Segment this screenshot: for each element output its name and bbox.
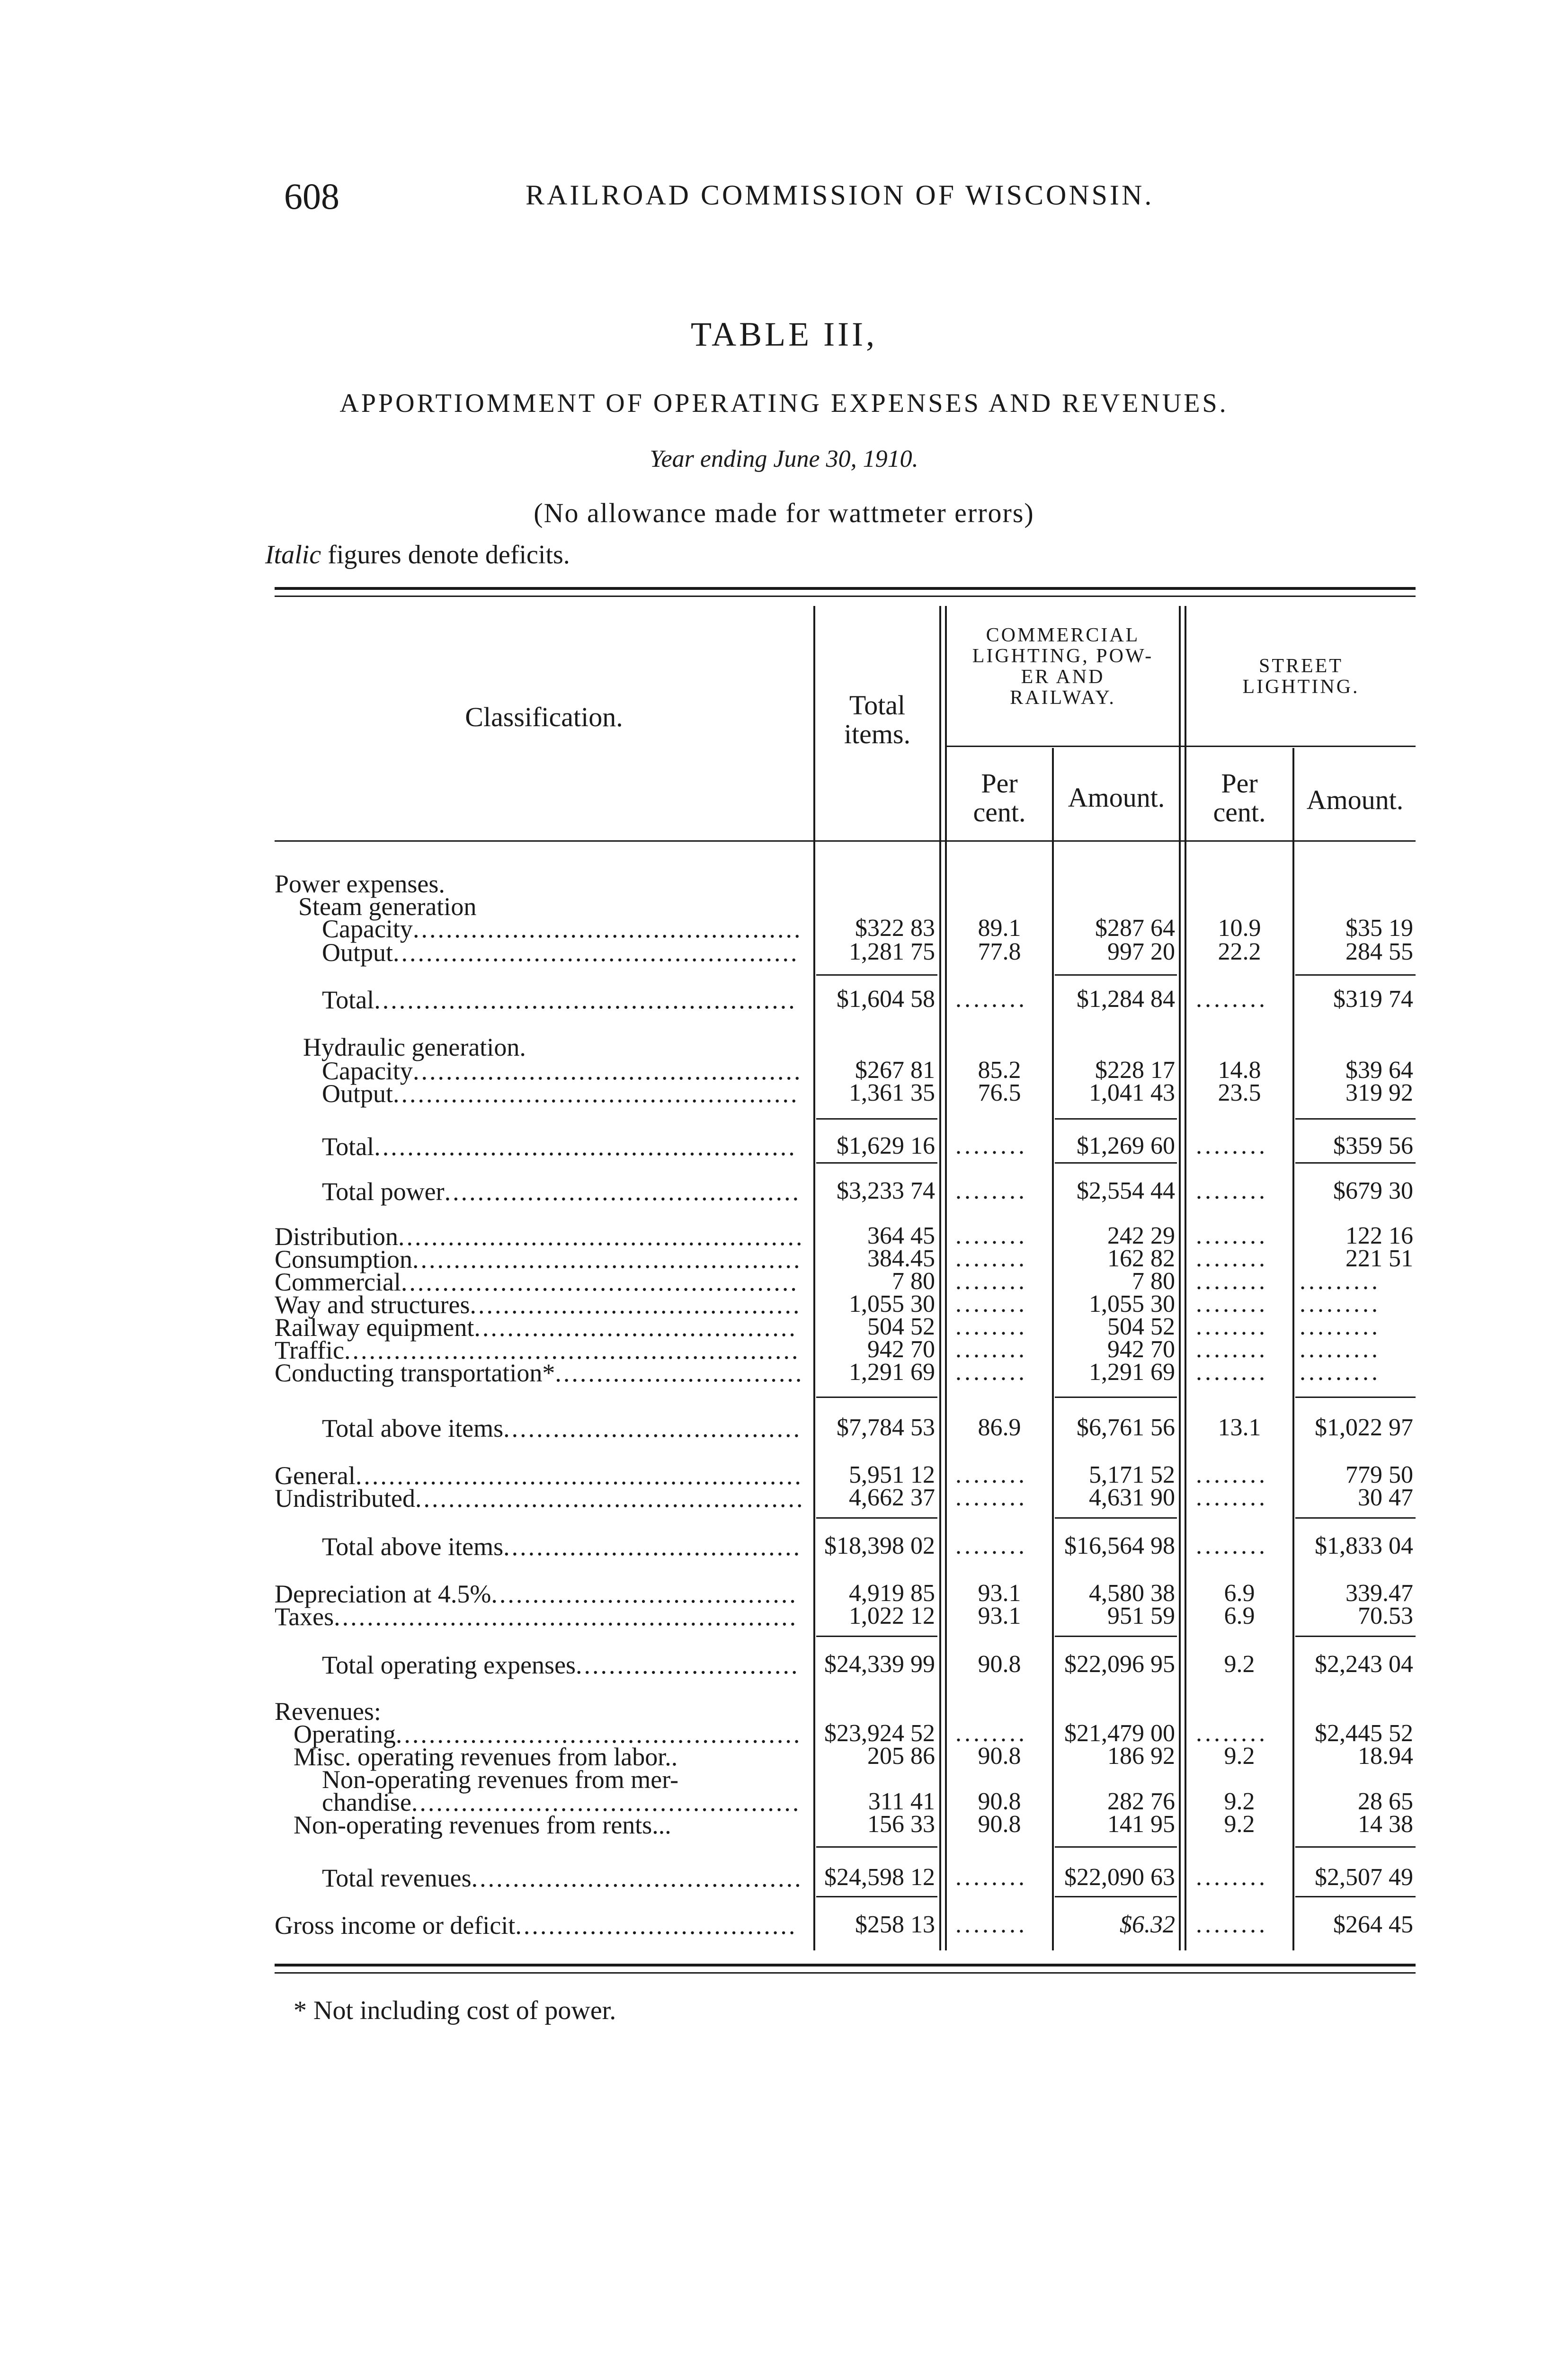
commercial-percent-dots: ........ [955, 1313, 1027, 1340]
cpct-line1: Per [981, 768, 1018, 799]
commercial-amount-cell: $1,269 60 [1077, 1132, 1175, 1159]
row-label [322, 1134, 797, 1159]
street-amount-cell: 14 38 [1358, 1811, 1413, 1838]
spct-line1: Per [1221, 768, 1258, 799]
street-amount-cell: 339.47 [1345, 1580, 1413, 1607]
street-percent-cell: 6.9 [1224, 1602, 1255, 1629]
bottom-rule-1 [275, 1964, 1416, 1967]
row-label [322, 1534, 802, 1559]
street-percent-cell: 9.2 [1224, 1743, 1255, 1770]
total-cell: $7,784 53 [837, 1414, 935, 1441]
row-label-text: Total power [322, 1177, 445, 1206]
subtotal-rule-samt [1295, 1118, 1416, 1120]
street-amount-cell: $2,507 49 [1315, 1864, 1413, 1891]
commercial-percent-header [947, 769, 1052, 827]
row-label-text: Total revenues [322, 1864, 472, 1892]
total-cell: 942 70 [867, 1336, 935, 1363]
row-label [303, 1034, 526, 1060]
row-label-text: Conducting transportation* [275, 1359, 555, 1387]
commercial-amount-cell: 997 20 [1107, 938, 1175, 965]
subtotal-rule-samt [1295, 1636, 1416, 1637]
street-percent-dots: ........ [1196, 1245, 1268, 1272]
commercial-amount-cell: 282 76 [1107, 1788, 1175, 1815]
top-rule-1 [275, 587, 1416, 590]
leader-dots: ........................................... [444, 1177, 801, 1206]
street-percent-dots: ........ [1196, 1461, 1268, 1488]
street-percent-cell: 10.9 [1218, 915, 1261, 942]
footnote: * Not including cost of power. [294, 1996, 616, 2025]
row-label-text: Commercial [275, 1268, 401, 1296]
commercial-amount-cell: $6.32 [1120, 1911, 1175, 1938]
row-label-text: Undistributed [275, 1484, 415, 1513]
row-label [322, 1865, 803, 1891]
bottom-rule-2 [275, 1972, 1416, 1974]
commercial-amount-cell: 4,580 38 [1089, 1580, 1175, 1607]
commercial-line1: COMMERCIAL [986, 624, 1140, 646]
row-label-text: Output [322, 1079, 393, 1108]
subtotal-rule-camt [1055, 1517, 1177, 1519]
total-cell: 1,361 35 [849, 1079, 935, 1106]
subtotal-rule-total [816, 1397, 937, 1398]
street-percent-dots: ........ [1196, 1336, 1268, 1363]
header-bottom-rule [275, 840, 1416, 842]
street-line1: STREET [1259, 655, 1343, 677]
table-title: TABLE III, [690, 315, 878, 353]
street-percent-dots: ........ [1196, 1484, 1268, 1511]
year-line: Year ending June 30, 1910. [650, 445, 918, 472]
street-percent-dots: ........ [1196, 986, 1268, 1013]
street-percent-dots: ........ [1196, 1132, 1268, 1159]
commercial-percent-dots: ........ [955, 1461, 1027, 1488]
commercial-line4: RAILWAY. [1010, 687, 1116, 709]
street-amount-header: Amount. [1306, 784, 1404, 815]
row-label-text: Consumption [275, 1245, 413, 1273]
row-label [322, 1081, 799, 1106]
classification-header: Classification. [465, 702, 623, 732]
subtotal-rule-camt [1055, 1118, 1177, 1120]
table-subtitle: APPORTIOMMENT OF OPERATING EXPENSES AND REVENUES. [339, 389, 1229, 418]
leader-dots: ............................................... [411, 1788, 801, 1816]
commercial-amount-cell: 1,291 69 [1089, 1359, 1175, 1386]
street-percent-cell: 13.1 [1218, 1414, 1261, 1441]
leader-dots: ................................................. [393, 938, 799, 967]
street-amount-cell: 779 50 [1345, 1461, 1413, 1488]
page-header [284, 175, 1420, 222]
street-amount-cell: 30 47 [1358, 1484, 1413, 1511]
italic-word: Italic [265, 540, 321, 570]
commercial-amount-cell: 4,631 90 [1089, 1484, 1175, 1511]
total-cell: 156 33 [867, 1811, 935, 1838]
row-label [322, 940, 799, 965]
street-percent-header [1186, 769, 1292, 827]
commercial-amount-cell: 242 29 [1107, 1222, 1175, 1249]
subtotal-rule-samt [1295, 1896, 1416, 1897]
total-cell: $24,598 12 [824, 1864, 935, 1891]
col-divider-3 [1052, 748, 1054, 1950]
row-label-text: Misc. operating revenues from labor.. [294, 1743, 678, 1771]
street-percent-dots: ........ [1196, 1720, 1268, 1747]
note-rest: figures denote deficits. [321, 540, 570, 570]
leader-dots: ....................................................... [344, 1336, 800, 1364]
street-amount-dots: ......... [1300, 1313, 1381, 1340]
commercial-percent-dots: ........ [955, 1177, 1027, 1204]
commercial-amount-cell: 5,171 52 [1089, 1461, 1175, 1488]
commercial-percent-cell: 77.8 [978, 938, 1021, 965]
commercial-amount-cell: 1,041 43 [1089, 1079, 1175, 1106]
subtotal-rule-total [816, 1162, 937, 1164]
row-label-text: Taxes [275, 1602, 334, 1631]
subtotal-rule-samt [1295, 974, 1416, 976]
total-cell: 4,662 37 [849, 1484, 935, 1511]
street-percent-cell: 14.8 [1218, 1057, 1261, 1084]
leader-dots: ..................................... [491, 1580, 798, 1608]
allowance-note: (No allowance made for wattmeter errors) [534, 498, 1034, 528]
col-divider-4a [1179, 606, 1181, 1950]
row-label-text: chandise [322, 1788, 411, 1816]
street-percent-dots: ........ [1196, 1313, 1268, 1340]
subtotal-rule-camt [1055, 974, 1177, 976]
row-label-text: Non-operating revenues from mer- [322, 1765, 679, 1794]
subtotal-rule-total [816, 974, 937, 976]
leader-dots: .................................... [503, 1414, 802, 1442]
commercial-percent-cell: 89.1 [978, 915, 1021, 942]
commercial-percent-cell: 93.1 [978, 1602, 1021, 1629]
street-percent-cell: 9.2 [1224, 1788, 1255, 1815]
subtotal-rule-samt [1295, 1846, 1416, 1848]
row-label [294, 1812, 671, 1838]
commercial-percent-cell: 85.2 [978, 1057, 1021, 1084]
street-percent-dots: ........ [1196, 1532, 1268, 1559]
subtotal-rule-total [816, 1636, 937, 1637]
total-cell: $258 13 [855, 1911, 935, 1938]
row-label [275, 1486, 804, 1511]
street-percent-dots: ........ [1196, 1268, 1268, 1295]
row-label-text: Capacity [322, 1057, 413, 1085]
commercial-amount-cell: 141 95 [1107, 1811, 1175, 1838]
row-label-text: Total [322, 1132, 374, 1161]
street-amount-cell: 70.53 [1358, 1602, 1413, 1629]
leader-dots: ........................................................ [334, 1602, 798, 1631]
total-cell: $24,339 99 [824, 1651, 935, 1678]
row-label [322, 987, 797, 1013]
commercial-percent-dots: ........ [955, 1222, 1027, 1249]
street-amount-cell: $319 74 [1333, 986, 1413, 1013]
total-cell: 205 86 [867, 1743, 935, 1770]
street-amount-cell: 221 51 [1345, 1245, 1413, 1272]
street-percent-dots: ........ [1196, 1359, 1268, 1386]
commercial-percent-cell: 90.8 [978, 1651, 1021, 1678]
cpct-line2: cent. [973, 796, 1026, 828]
row-label-text: Gross income or deficit [275, 1911, 516, 1940]
col-divider-5 [1292, 748, 1294, 1950]
street-amount-cell: $1,833 04 [1315, 1532, 1413, 1559]
street-line2: LIGHTING. [1242, 676, 1360, 698]
row-label-text: Railway equipment [275, 1313, 474, 1342]
subtotal-rule-total [816, 1896, 937, 1897]
leader-dots: ................................................. [393, 1079, 799, 1108]
col-divider-1 [813, 606, 815, 1950]
row-label-text: Total [322, 986, 374, 1014]
street-amount-dots: ......... [1300, 1268, 1381, 1295]
street-amount-dots: ......... [1300, 1290, 1381, 1317]
street-percent-dots: ........ [1196, 1177, 1268, 1204]
commercial-amount-cell: $22,090 63 [1064, 1864, 1175, 1891]
commercial-percent-cell: 90.8 [978, 1743, 1021, 1770]
row-label [275, 1360, 803, 1386]
total-header-line2: items. [844, 718, 911, 749]
commercial-line3: ER AND [1021, 666, 1105, 688]
row-label-text: Revenues: [275, 1697, 381, 1726]
row-label-text: Traffic [275, 1336, 344, 1364]
row-label-text: General [275, 1461, 356, 1490]
subtotal-rule-camt [1055, 1397, 1177, 1398]
street-percent-cell: 9.2 [1224, 1811, 1255, 1838]
street-percent-dots: ........ [1196, 1222, 1268, 1249]
total-cell: 311 41 [868, 1788, 935, 1815]
commercial-amount-cell: $228 17 [1095, 1057, 1175, 1084]
total-items-header [815, 691, 939, 749]
commercial-amount-header: Amount. [1068, 782, 1165, 813]
subtotal-rule-camt [1055, 1896, 1177, 1897]
street-amount-cell: $2,243 04 [1315, 1651, 1413, 1678]
commercial-amount-cell: $287 64 [1095, 915, 1175, 942]
total-cell: 364 45 [867, 1222, 935, 1249]
leader-dots: ............................................... [412, 1057, 802, 1085]
commercial-amount-cell: 504 52 [1107, 1313, 1175, 1340]
row-label-text: Output [322, 938, 393, 967]
total-cell: 7 80 [892, 1268, 935, 1295]
spct-line2: cent. [1213, 796, 1266, 828]
street-header [1186, 656, 1416, 697]
commercial-amount-cell: 186 92 [1107, 1743, 1175, 1770]
subtotal-rule-samt [1295, 1517, 1416, 1519]
row-label-text: Total operating expenses [322, 1651, 576, 1679]
row-label-text: Operating [294, 1720, 396, 1748]
leader-dots: ............................................... [412, 915, 802, 943]
commercial-amount-cell: $6,761 56 [1077, 1414, 1175, 1441]
row-label-text: Non-operating revenues from rents... [294, 1811, 671, 1839]
street-amount-cell: $39 64 [1345, 1057, 1413, 1084]
page-number: 608 [284, 176, 339, 217]
subtotal-rule-camt [1055, 1162, 1177, 1164]
row-label-text: Hydraulic generation. [303, 1033, 526, 1061]
street-amount-cell: 319 92 [1345, 1079, 1413, 1106]
leader-dots: ................................................. [398, 1222, 804, 1251]
total-cell: $1,629 16 [837, 1132, 935, 1159]
total-cell: $322 83 [855, 915, 935, 942]
street-percent-dots: ........ [1196, 1911, 1268, 1938]
row-label [275, 1913, 797, 1938]
row-label [322, 1415, 802, 1441]
commercial-percent-cell: 90.8 [978, 1788, 1021, 1815]
subtotal-rule-camt [1055, 1846, 1177, 1848]
running-head: RAILROAD COMMISSION OF WISCONSIN. [526, 179, 1154, 211]
street-amount-cell: $264 45 [1333, 1911, 1413, 1938]
commercial-amount-cell: 951 59 [1107, 1602, 1175, 1629]
leader-dots: ........................................ [471, 1864, 803, 1892]
leader-dots: ................................................... [374, 986, 797, 1014]
italic-note [265, 540, 570, 570]
commercial-amount-cell: $22,096 95 [1064, 1651, 1175, 1678]
street-amount-dots: ......... [1300, 1359, 1381, 1386]
row-label-text: Distribution [275, 1222, 399, 1251]
group-header-rule [947, 746, 1416, 747]
row-label [322, 1179, 801, 1204]
commercial-percent-cell: 90.8 [978, 1811, 1021, 1838]
total-cell: 1,281 75 [849, 938, 935, 965]
commercial-percent-dots: ........ [955, 1532, 1027, 1559]
total-cell: $18,398 02 [824, 1532, 935, 1559]
leader-dots: ............................................... [415, 1484, 805, 1513]
commercial-amount-cell: 942 70 [1107, 1336, 1175, 1363]
street-amount-cell: 28 65 [1358, 1788, 1413, 1815]
row-label-text: Total above items [322, 1532, 504, 1561]
commercial-line2: LIGHTING, POW- [972, 645, 1154, 667]
leader-dots: .............................. [555, 1359, 804, 1387]
street-amount-cell: $679 30 [1333, 1177, 1413, 1204]
commercial-amount-cell: $2,554 44 [1077, 1177, 1175, 1204]
commercial-percent-dots: ........ [955, 1336, 1027, 1363]
row-label-text: Steam generation [298, 892, 477, 921]
total-cell: 1,291 69 [849, 1359, 935, 1386]
street-amount-cell: $35 19 [1345, 915, 1413, 942]
leader-dots: .................................... [503, 1532, 802, 1561]
leader-dots: ................................................. [395, 1720, 802, 1748]
commercial-percent-dots: ........ [955, 1290, 1027, 1317]
commercial-amount-cell: $1,284 84 [1077, 986, 1175, 1013]
commercial-amount-cell: 162 82 [1107, 1245, 1175, 1272]
total-cell: $267 81 [855, 1057, 935, 1084]
commercial-amount-cell: 1,055 30 [1089, 1290, 1175, 1317]
leader-dots: ....................................... [474, 1313, 797, 1342]
total-cell: 4,919 85 [849, 1580, 935, 1607]
commercial-amount-cell: $16,564 98 [1064, 1532, 1175, 1559]
commercial-header [947, 625, 1179, 708]
street-amount-cell: $359 56 [1333, 1132, 1413, 1159]
row-label [322, 1652, 800, 1678]
row-label-text: Way and structures [275, 1290, 470, 1319]
commercial-percent-dots: ........ [955, 1484, 1027, 1511]
commercial-amount-cell: 7 80 [1132, 1268, 1175, 1295]
subtotal-rule-samt [1295, 1162, 1416, 1164]
leader-dots: ........................... [576, 1651, 800, 1679]
leader-dots: ...................................................... [355, 1461, 803, 1490]
col-divider-2a [939, 606, 941, 1950]
subtotal-rule-camt [1055, 1636, 1177, 1637]
total-cell: 1,055 30 [849, 1290, 935, 1317]
total-cell: $3,233 74 [837, 1177, 935, 1204]
leader-dots: ............................................... [412, 1245, 802, 1273]
total-cell: 384.45 [867, 1245, 935, 1272]
subtotal-rule-samt [1295, 1397, 1416, 1398]
top-rule-2 [275, 596, 1416, 597]
row-label [322, 916, 802, 942]
commercial-percent-dots: ........ [955, 1245, 1027, 1272]
subtotal-rule-total [816, 1846, 937, 1848]
total-cell: 504 52 [867, 1313, 935, 1340]
street-percent-cell: 6.9 [1224, 1580, 1255, 1607]
commercial-amount-cell: $21,479 00 [1064, 1720, 1175, 1747]
leader-dots: ................................................... [374, 1132, 797, 1161]
street-percent-cell: 23.5 [1218, 1079, 1261, 1106]
row-label [275, 1604, 798, 1629]
row-label-text: Capacity [322, 915, 413, 943]
commercial-percent-dots: ........ [955, 1268, 1027, 1295]
subtotal-rule-total [816, 1118, 937, 1120]
leader-dots: ........................................ [470, 1290, 802, 1319]
street-amount-dots: ......... [1300, 1336, 1381, 1363]
street-percent-dots: ........ [1196, 1290, 1268, 1317]
commercial-percent-dots: ........ [955, 1720, 1027, 1747]
street-amount-cell: 122 16 [1345, 1222, 1413, 1249]
total-cell: $23,924 52 [824, 1720, 935, 1747]
commercial-percent-dots: ........ [955, 1911, 1027, 1938]
street-amount-cell: 18.94 [1358, 1743, 1413, 1770]
street-percent-dots: ........ [1196, 1864, 1268, 1891]
subtotal-rule-total [816, 1517, 937, 1519]
row-label-text: Power expenses. [275, 870, 445, 898]
street-amount-cell: $2,445 52 [1315, 1720, 1413, 1747]
commercial-percent-cell: 93.1 [978, 1580, 1021, 1607]
commercial-percent-cell: 76.5 [978, 1079, 1021, 1106]
commercial-percent-dots: ........ [955, 1132, 1027, 1159]
street-percent-cell: 9.2 [1224, 1651, 1255, 1678]
street-amount-cell: 284 55 [1345, 938, 1413, 965]
total-cell: 5,951 12 [849, 1461, 935, 1488]
row-label-text: Total above items [322, 1414, 504, 1442]
commercial-percent-cell: 86.9 [978, 1414, 1021, 1441]
leader-dots: .................................. [515, 1911, 797, 1940]
commercial-percent-dots: ........ [955, 1359, 1027, 1386]
total-cell: 1,022 12 [849, 1602, 935, 1629]
street-percent-cell: 22.2 [1218, 938, 1261, 965]
commercial-percent-dots: ........ [955, 986, 1027, 1013]
total-header-line1: Total [849, 690, 906, 721]
row-label-text: Depreciation at 4.5% [275, 1580, 491, 1608]
street-amount-cell: $1,022 97 [1315, 1414, 1413, 1441]
leader-dots: ................................................ [401, 1268, 799, 1296]
total-cell: $1,604 58 [837, 986, 935, 1013]
commercial-percent-dots: ........ [955, 1864, 1027, 1891]
